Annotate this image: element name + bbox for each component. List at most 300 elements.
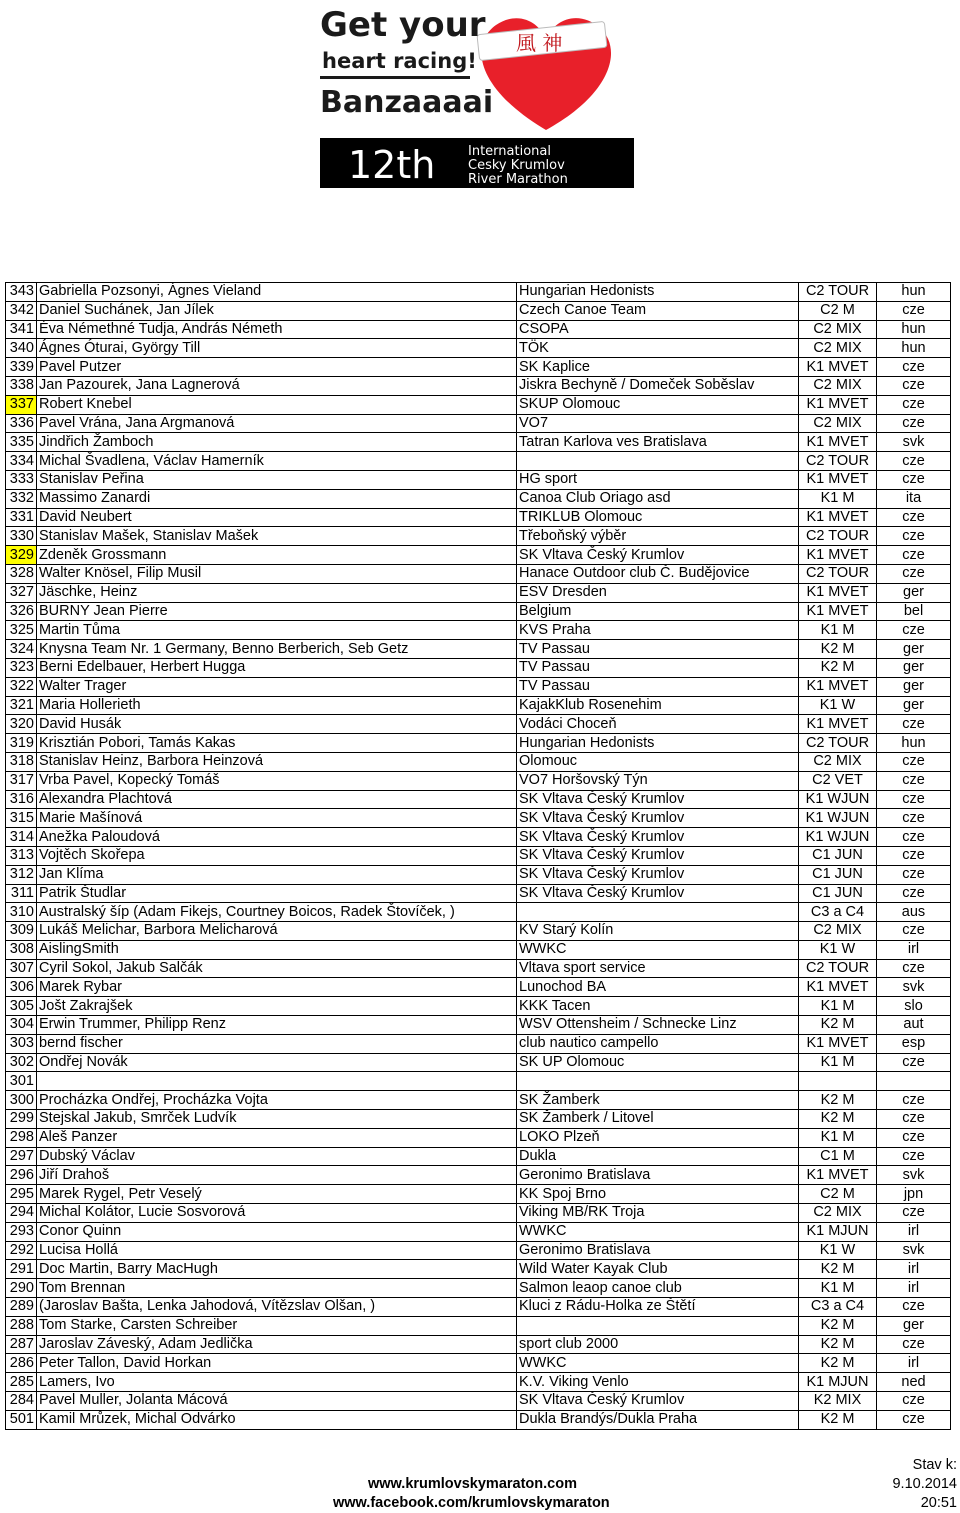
- start-number-cell: 334: [6, 452, 37, 471]
- club-cell: SK Vltava Český Krumlov: [517, 790, 799, 809]
- table-row: [6, 922, 951, 941]
- category-cell: K1 MVET: [799, 602, 877, 621]
- category-cell: K1 MVET: [799, 470, 877, 489]
- table-row: [6, 489, 951, 508]
- club-cell: KVS Praha: [517, 621, 799, 640]
- competitor-name-cell: Éva Némethné Tudja, András Németh: [37, 320, 517, 339]
- table-row: [6, 959, 951, 978]
- table-row: [6, 1354, 951, 1373]
- category-cell: C2 MIX: [799, 320, 877, 339]
- club-cell: Vodáci Choceň: [517, 715, 799, 734]
- start-number-cell: 311: [6, 884, 37, 903]
- category-cell: [799, 1072, 877, 1091]
- category-cell: K1 WJUN: [799, 828, 877, 847]
- club-cell: SKUP Olomouc: [517, 395, 799, 414]
- website-link[interactable]: www.krumlovskymaraton.com: [368, 1476, 577, 1492]
- club-cell: Hungarian Hedonists: [517, 283, 799, 302]
- competitor-name-cell: Procházka Ondřej, Procházka Vojta: [37, 1091, 517, 1110]
- competitor-name-cell: Walter Knösel, Filip Musil: [37, 564, 517, 583]
- country-cell: cze: [877, 846, 951, 865]
- club-cell: TRIKLUB Olomouc: [517, 508, 799, 527]
- country-cell: cze: [877, 771, 951, 790]
- start-number-cell: 332: [6, 489, 37, 508]
- start-number-cell: 330: [6, 527, 37, 546]
- table-row: [6, 433, 951, 452]
- club-cell: ESV Dresden: [517, 583, 799, 602]
- competitor-name-cell: David Neubert: [37, 508, 517, 527]
- table-row: [6, 414, 951, 433]
- table-row: [6, 903, 951, 922]
- country-cell: cze: [877, 790, 951, 809]
- country-cell: ger: [877, 658, 951, 677]
- country-cell: irl: [877, 1354, 951, 1373]
- category-cell: C1 JUN: [799, 846, 877, 865]
- start-number-cell: 301: [6, 1072, 37, 1091]
- club-cell: SK Vltava Český Krumlov: [517, 546, 799, 565]
- competitor-name-cell: bernd fischer: [37, 1034, 517, 1053]
- table-row: [6, 395, 951, 414]
- country-cell: aut: [877, 1016, 951, 1035]
- start-number-cell: 296: [6, 1166, 37, 1185]
- table-row: [6, 1204, 951, 1223]
- club-cell: [517, 1072, 799, 1091]
- start-number-cell: 312: [6, 865, 37, 884]
- start-number-cell: 338: [6, 376, 37, 395]
- competitor-name-cell: Anežka Paloudová: [37, 828, 517, 847]
- country-cell: ita: [877, 489, 951, 508]
- start-number-cell: 316: [6, 790, 37, 809]
- table-row: [6, 508, 951, 527]
- country-cell: slo: [877, 997, 951, 1016]
- logo-subtitle-2: Cesky Krumlov: [468, 158, 565, 173]
- logo-edition: 12th: [348, 143, 436, 187]
- competitor-name-cell: Dubský Václav: [37, 1147, 517, 1166]
- country-cell: ned: [877, 1373, 951, 1392]
- table-row: [6, 1335, 951, 1354]
- competitor-name-cell: Stejskal Jakub, Smrček Ludvík: [37, 1110, 517, 1129]
- category-cell: C2 MIX: [799, 376, 877, 395]
- competitor-name-cell: Stanislav Peřina: [37, 470, 517, 489]
- club-cell: [517, 903, 799, 922]
- club-cell: KKK Tacen: [517, 997, 799, 1016]
- competitor-name-cell: Stanislav Heinz, Barbora Heinzová: [37, 752, 517, 771]
- competitor-name-cell: Patrik Študlar: [37, 884, 517, 903]
- country-cell: svk: [877, 978, 951, 997]
- country-cell: irl: [877, 1260, 951, 1279]
- category-cell: K1 MVET: [799, 978, 877, 997]
- competitor-name-cell: Michal Švadlena, Václav Hamerník: [37, 452, 517, 471]
- category-cell: K2 M: [799, 658, 877, 677]
- start-number-cell: 333: [6, 470, 37, 489]
- competitor-name-cell: Michal Kolátor, Lucie Sosvorová: [37, 1204, 517, 1223]
- country-cell: cze: [877, 527, 951, 546]
- competitor-name-cell: Aleš Panzer: [37, 1128, 517, 1147]
- table-row: [6, 940, 951, 959]
- category-cell: K1 MVET: [799, 395, 877, 414]
- country-cell: cze: [877, 1053, 951, 1072]
- club-cell: Hanace Outdoor club Č. Budějovice: [517, 564, 799, 583]
- table-row: [6, 997, 951, 1016]
- category-cell: K1 WJUN: [799, 790, 877, 809]
- category-cell: C2 MIX: [799, 414, 877, 433]
- competitor-name-cell: Marek Rybar: [37, 978, 517, 997]
- competitor-name-cell: Marek Rygel, Petr Veselý: [37, 1185, 517, 1204]
- category-cell: K1 W: [799, 1241, 877, 1260]
- table-row: [6, 301, 951, 320]
- club-cell: WWKC: [517, 1354, 799, 1373]
- club-cell: Třeboňský výběr: [517, 527, 799, 546]
- entries-table: [5, 282, 951, 1430]
- start-number-cell: 286: [6, 1354, 37, 1373]
- competitor-name-cell: Alexandra Plachtová: [37, 790, 517, 809]
- club-cell: LOKO Plzeň: [517, 1128, 799, 1147]
- start-number-cell: 342: [6, 301, 37, 320]
- country-cell: hun: [877, 339, 951, 358]
- category-cell: C2 TOUR: [799, 564, 877, 583]
- club-cell: Czech Canoe Team: [517, 301, 799, 320]
- category-cell: K1 MVET: [799, 508, 877, 527]
- country-cell: bel: [877, 602, 951, 621]
- table-row: [6, 771, 951, 790]
- start-number-cell: 501: [6, 1410, 37, 1429]
- country-cell: hun: [877, 734, 951, 753]
- table-row: [6, 1128, 951, 1147]
- category-cell: C2 MIX: [799, 922, 877, 941]
- club-cell: TÖK: [517, 339, 799, 358]
- country-cell: cze: [877, 1392, 951, 1411]
- category-cell: C2 M: [799, 301, 877, 320]
- start-number-cell: 325: [6, 621, 37, 640]
- category-cell: K2 MIX: [799, 1392, 877, 1411]
- competitor-name-cell: Berni Edelbauer, Herbert Hugga: [37, 658, 517, 677]
- club-cell: Dukla Brandýs/Dukla Praha: [517, 1410, 799, 1429]
- start-number-cell: 326: [6, 602, 37, 621]
- start-number-cell: 285: [6, 1373, 37, 1392]
- category-cell: K2 M: [799, 1410, 877, 1429]
- start-number-cell: 297: [6, 1147, 37, 1166]
- competitor-name-cell: Walter Trager: [37, 677, 517, 696]
- start-number-cell: 299: [6, 1110, 37, 1129]
- country-cell: irl: [877, 940, 951, 959]
- competitor-name-cell: Vrba Pavel, Kopecký Tomáš: [37, 771, 517, 790]
- competitor-name-cell: Tom Starke, Carsten Schreiber: [37, 1316, 517, 1335]
- table-row: [6, 621, 951, 640]
- club-cell: KajakKlub Rosenehim: [517, 696, 799, 715]
- country-cell: cze: [877, 752, 951, 771]
- table-row: [6, 1410, 951, 1429]
- category-cell: K1 W: [799, 940, 877, 959]
- start-number-cell: 323: [6, 658, 37, 677]
- category-cell: C2 MIX: [799, 1204, 877, 1223]
- competitor-name-cell: Maria Hollerieth: [37, 696, 517, 715]
- country-cell: ger: [877, 640, 951, 659]
- category-cell: C2 MIX: [799, 752, 877, 771]
- start-number-cell: 327: [6, 583, 37, 602]
- table-row: [6, 376, 951, 395]
- competitor-name-cell: Doc Martin, Barry MacHugh: [37, 1260, 517, 1279]
- category-cell: K1 MVET: [799, 715, 877, 734]
- category-cell: K1 MVET: [799, 677, 877, 696]
- competitor-name-cell: Jaroslav Záveský, Adam Jedlička: [37, 1335, 517, 1354]
- club-cell: [517, 1316, 799, 1335]
- table-row: [6, 564, 951, 583]
- category-cell: C1 JUN: [799, 884, 877, 903]
- status-date: 9.10.2014: [892, 1476, 957, 1492]
- competitor-name-cell: Pavel Vrána, Jana Argmanová: [37, 414, 517, 433]
- start-number-cell: 317: [6, 771, 37, 790]
- start-number-cell: 288: [6, 1316, 37, 1335]
- club-cell: TV Passau: [517, 658, 799, 677]
- table-row: [6, 1185, 951, 1204]
- table-row: [6, 752, 951, 771]
- club-cell: WWKC: [517, 1222, 799, 1241]
- table-row: [6, 1241, 951, 1260]
- table-row: [6, 640, 951, 659]
- table-row: [6, 978, 951, 997]
- start-number-cell: 307: [6, 959, 37, 978]
- club-cell: SK Žamberk: [517, 1091, 799, 1110]
- club-cell: TV Passau: [517, 677, 799, 696]
- category-cell: K1 MVET: [799, 546, 877, 565]
- category-cell: K2 M: [799, 1354, 877, 1373]
- competitor-name-cell: Jindřich Žamboch: [37, 433, 517, 452]
- start-number-cell: 294: [6, 1204, 37, 1223]
- start-number-cell: 302: [6, 1053, 37, 1072]
- table-row: [6, 1016, 951, 1035]
- country-cell: jpn: [877, 1185, 951, 1204]
- category-cell: K1 MVET: [799, 433, 877, 452]
- country-cell: cze: [877, 809, 951, 828]
- category-cell: C2 TOUR: [799, 527, 877, 546]
- competitor-name-cell: (Jaroslav Bašta, Lenka Jahodová, Vítězslav Olšan, ): [37, 1298, 517, 1317]
- table-row: [6, 1110, 951, 1129]
- category-cell: K1 M: [799, 1128, 877, 1147]
- competitor-name-cell: Lucisa Hollá: [37, 1241, 517, 1260]
- club-cell: CSOPA: [517, 320, 799, 339]
- start-number-cell: 295: [6, 1185, 37, 1204]
- table-row: [6, 1260, 951, 1279]
- club-cell: Dukla: [517, 1147, 799, 1166]
- club-cell: Geronimo Bratislava: [517, 1166, 799, 1185]
- club-cell: K.V. Viking Venlo: [517, 1373, 799, 1392]
- table-row: [6, 1279, 951, 1298]
- table-row: [6, 470, 951, 489]
- competitor-name-cell: Pavel Muller, Jolanta Mácová: [37, 1392, 517, 1411]
- start-number-cell: 306: [6, 978, 37, 997]
- table-row: [6, 1072, 951, 1091]
- competitor-name-cell: Jan Pazourek, Jana Lagnerová: [37, 376, 517, 395]
- competitor-name-cell: Knysna Team Nr. 1 Germany, Benno Berberich, Seb Getz: [37, 640, 517, 659]
- start-number-cell: 339: [6, 358, 37, 377]
- table-row: [6, 1222, 951, 1241]
- table-row: [6, 1298, 951, 1317]
- start-number-cell: 331: [6, 508, 37, 527]
- table-row: [6, 583, 951, 602]
- club-cell: Tatran Karlova ves Bratislava: [517, 433, 799, 452]
- category-cell: K1 M: [799, 489, 877, 508]
- start-number-cell: 337: [6, 395, 37, 414]
- competitor-name-cell: Gabriella Pozsonyi, Ágnes Vieland: [37, 283, 517, 302]
- competitor-name-cell: Australský šíp (Adam Fikejs, Courtney Boicos, Radek Štovíček, ): [37, 903, 517, 922]
- category-cell: K2 M: [799, 640, 877, 659]
- category-cell: C1 M: [799, 1147, 877, 1166]
- start-number-cell: 309: [6, 922, 37, 941]
- category-cell: C2 TOUR: [799, 283, 877, 302]
- start-number-cell: 318: [6, 752, 37, 771]
- competitor-name-cell: Lukáš Melichar, Barbora Melicharová: [37, 922, 517, 941]
- category-cell: C2 MIX: [799, 339, 877, 358]
- country-cell: cze: [877, 508, 951, 527]
- table-row: [6, 1316, 951, 1335]
- country-cell: cze: [877, 621, 951, 640]
- start-number-cell: 293: [6, 1222, 37, 1241]
- start-number-cell: 308: [6, 940, 37, 959]
- club-cell: sport club 2000: [517, 1335, 799, 1354]
- competitor-name-cell: Cyril Sokol, Jakub Salčák: [37, 959, 517, 978]
- logo-line1: Get your: [320, 5, 486, 45]
- club-cell: SK Kaplice: [517, 358, 799, 377]
- category-cell: C3 a C4: [799, 903, 877, 922]
- start-number-cell: 310: [6, 903, 37, 922]
- table-row: [6, 358, 951, 377]
- country-cell: cze: [877, 1110, 951, 1129]
- start-number-cell: 319: [6, 734, 37, 753]
- competitor-name-cell: AislingSmith: [37, 940, 517, 959]
- category-cell: K2 M: [799, 1260, 877, 1279]
- country-cell: [877, 1072, 951, 1091]
- table-row: [6, 602, 951, 621]
- club-cell: Wild Water Kayak Club: [517, 1260, 799, 1279]
- club-cell: Geronimo Bratislava: [517, 1241, 799, 1260]
- start-number-cell: 320: [6, 715, 37, 734]
- club-cell: club nautico campello: [517, 1034, 799, 1053]
- logo-subtitle-3: River Marathon: [468, 172, 568, 187]
- status-label: Stav k:: [912, 1457, 957, 1473]
- table-row: [6, 865, 951, 884]
- category-cell: K1 MVET: [799, 1166, 877, 1185]
- competitor-name-cell: Peter Tallon, David Horkan: [37, 1354, 517, 1373]
- category-cell: K1 MJUN: [799, 1373, 877, 1392]
- facebook-link[interactable]: www.facebook.com/krumlovskymaraton: [333, 1495, 610, 1511]
- club-cell: SK Vltava Český Krumlov: [517, 809, 799, 828]
- table-row: [6, 1373, 951, 1392]
- country-cell: irl: [877, 1279, 951, 1298]
- category-cell: C3 a C4: [799, 1298, 877, 1317]
- competitor-name-cell: Ágnes Óturai, György Till: [37, 339, 517, 358]
- competitor-name-cell: Pavel Putzer: [37, 358, 517, 377]
- club-cell: SK Žamberk / Litovel: [517, 1110, 799, 1129]
- category-cell: K2 M: [799, 1335, 877, 1354]
- table-row: [6, 283, 951, 302]
- category-cell: K2 M: [799, 1091, 877, 1110]
- club-cell: KK Spoj Brno: [517, 1185, 799, 1204]
- country-cell: cze: [877, 376, 951, 395]
- club-cell: Olomouc: [517, 752, 799, 771]
- start-number-cell: 341: [6, 320, 37, 339]
- competitor-name-cell: David Husák: [37, 715, 517, 734]
- club-cell: Lunochod BA: [517, 978, 799, 997]
- category-cell: C2 M: [799, 1185, 877, 1204]
- start-number-cell: 291: [6, 1260, 37, 1279]
- logo-line2: heart racing!: [322, 49, 477, 73]
- table-row: [6, 658, 951, 677]
- country-cell: cze: [877, 1410, 951, 1429]
- competitor-name-cell: Robert Knebel: [37, 395, 517, 414]
- category-cell: K1 M: [799, 1279, 877, 1298]
- category-cell: K1 WJUN: [799, 809, 877, 828]
- category-cell: K1 MVET: [799, 583, 877, 602]
- table-row: [6, 1392, 951, 1411]
- heart-icon: [477, 18, 611, 130]
- table-row: [6, 696, 951, 715]
- country-cell: svk: [877, 433, 951, 452]
- club-cell: Canoa Club Oriago asd: [517, 489, 799, 508]
- table-row: [6, 884, 951, 903]
- club-cell: Viking MB/RK Troja: [517, 1204, 799, 1223]
- start-number-cell: 328: [6, 564, 37, 583]
- start-number-cell: 321: [6, 696, 37, 715]
- status-time: 20:51: [920, 1495, 957, 1511]
- table-row: [6, 846, 951, 865]
- category-cell: C2 TOUR: [799, 734, 877, 753]
- country-cell: ger: [877, 696, 951, 715]
- category-cell: C1 JUN: [799, 865, 877, 884]
- competitor-name-cell: Conor Quinn: [37, 1222, 517, 1241]
- country-cell: cze: [877, 959, 951, 978]
- competitor-name-cell: Erwin Trummer, Philipp Renz: [37, 1016, 517, 1035]
- country-cell: cze: [877, 1128, 951, 1147]
- competitor-name-cell: Ondřej Novák: [37, 1053, 517, 1072]
- status-block: [892, 1456, 957, 1513]
- club-cell: HG sport: [517, 470, 799, 489]
- club-cell: WSV Ottensheim / Schnecke Linz: [517, 1016, 799, 1035]
- country-cell: cze: [877, 715, 951, 734]
- country-cell: cze: [877, 828, 951, 847]
- start-number-cell: 284: [6, 1392, 37, 1411]
- competitor-name-cell: Marie Mašínová: [37, 809, 517, 828]
- country-cell: cze: [877, 358, 951, 377]
- club-cell: SK Vltava Český Krumlov: [517, 846, 799, 865]
- club-cell: Kluci z Rádu-Holka ze Štětí: [517, 1298, 799, 1317]
- country-cell: ger: [877, 677, 951, 696]
- table-row: [6, 828, 951, 847]
- club-cell: KV Starý Kolín: [517, 922, 799, 941]
- category-cell: K2 M: [799, 1016, 877, 1035]
- competitor-name-cell: Massimo Zanardi: [37, 489, 517, 508]
- start-number-cell: 304: [6, 1016, 37, 1035]
- logo-subtitle-1: International: [468, 144, 551, 159]
- table-row: [6, 1166, 951, 1185]
- table-row: [6, 1147, 951, 1166]
- club-cell: VO7 Horšovský Týn: [517, 771, 799, 790]
- competitor-name-cell: Zdeněk Grossmann: [37, 546, 517, 565]
- logo-line3: Banzaaaai: [320, 85, 494, 120]
- country-cell: cze: [877, 546, 951, 565]
- country-cell: svk: [877, 1166, 951, 1185]
- category-cell: K1 M: [799, 621, 877, 640]
- country-cell: cze: [877, 452, 951, 471]
- country-cell: cze: [877, 865, 951, 884]
- country-cell: esp: [877, 1034, 951, 1053]
- table-row: [6, 1091, 951, 1110]
- country-cell: hun: [877, 320, 951, 339]
- category-cell: K1 M: [799, 997, 877, 1016]
- start-number-cell: 305: [6, 997, 37, 1016]
- club-cell: Jiskra Bechyně / Domeček Soběslav: [517, 376, 799, 395]
- club-cell: SK Vltava Český Krumlov: [517, 865, 799, 884]
- category-cell: K1 W: [799, 696, 877, 715]
- start-number-cell: 315: [6, 809, 37, 828]
